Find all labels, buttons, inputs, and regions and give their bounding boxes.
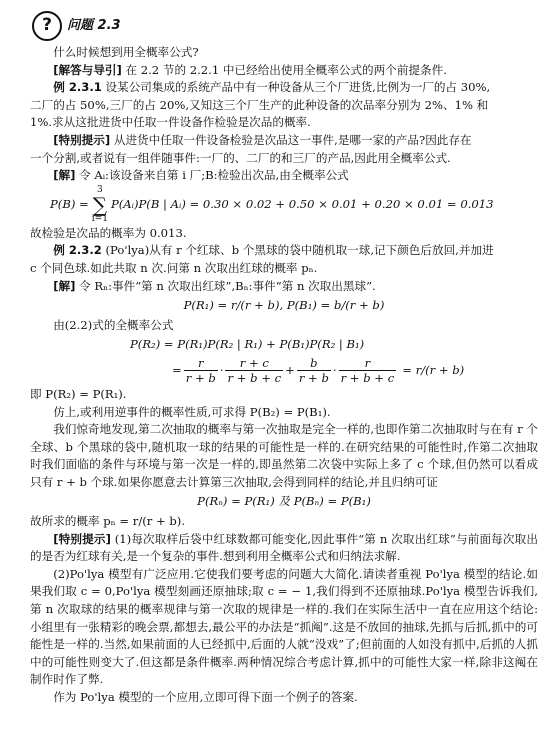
equation-total-probability [30,186,538,224]
equation-1-rhs: P(Aᵢ)P(B | Aᵢ) = 0.30 × 0.02 + 0.50 × 0.01 + 0.20 × 0.01 = 0.013 [110,196,494,211]
solution-2-line [30,278,538,296]
conclusion-2: 故所求的概率 pₙ = r/(r + b). [30,514,185,529]
solution-2-label: [解] [53,278,76,293]
question-text: 什么时候想到用全概率公式? [53,45,199,59]
summation-lower: i=1 [91,213,108,224]
fraction-4-den: r + b + c [340,370,395,385]
question-title: 问题 2.3 [67,18,121,34]
equation-2: P(R₁) = r/(r + b), P(B₁) = b/(r + b) [183,298,385,313]
tip-2-text: (1)每次取样后袋中红球数都可能变化,因此事件“第 n 次取出红球”与前面每次取出的是否为红球有关,是一个复杂的事件.想到利用全概率公式和归纳法求解. [30,531,538,564]
fraction-2-den: r + b + c [227,370,282,385]
answer-label: [解答与导引] [53,62,122,77]
example-1-line-2: 二厂的占 50%,三厂的占 20%,又知这三个厂生产的此种设备的次品率分别为 2%、1% 和 [30,97,489,112]
equation-5: P(Rₙ) = P(R₁) 及 P(Bₙ) = P(B₁) [197,494,371,509]
example-2-label: 例 2.3.2 [53,243,102,258]
tip-1-line-2: 一个分割,或者说有一组伴随事件:一厂的、二厂的和三厂的产品,因此用全概率公式. [30,150,451,165]
question-header [32,8,538,44]
fraction-2-num: r + c [225,356,283,371]
answer-paragraph [30,62,538,80]
discussion-paragraph-1: 我们惊奇地发现,第二次抽取的概率与第一次抽取是完全一样的,也即作第二次抽取时与在有 r 个全球、b 个黑球的袋中,随机取一球的结果的可能性是一样的.在研究结果的可能性时,作第二次抽取时我们面临的条件与环境与第一次是一样的,即虽然第二次袋中实际上多了 c 个球,但仍然可以看成只有 r + b 个球.如果你愿意去计算第三次抽取,会得到同样的结论,并且归纳可证 [30,422,538,489]
tip-1-label: [特别提示] [53,132,111,147]
equals-sign: = [172,362,182,377]
fraction-4 [339,356,397,385]
conclusion-1: 即 P(R₂) = P(R₁). [30,386,127,401]
answer-text: 在 2.2 节的 2.2.1 中已经给出使用全概率公式的两个前提条件. [125,62,447,77]
tip-2-paragraph [30,531,538,566]
tip-1-text-1: 从进货中任取一件设备检验是次品这一事件,是哪一家的产品?因此存在 [113,132,472,147]
question-mark-icon: ? [32,11,62,41]
example-1-label: 例 2.3.1 [53,80,102,95]
solution-1-text: 令 Aᵢ:该设备来自第 i 厂;B:检验出次品,由全概率公式 [79,168,349,183]
dot-1: · [219,362,224,377]
fraction-2 [225,356,283,385]
fraction-1-num: r [184,356,218,371]
solution-1-conclusion: 故检验是次品的概率为 0.013. [30,225,187,240]
equation-1-lhs: P(B) = [50,196,89,211]
example-2-text-1: (Po'lya)从有 r 个红球、b 个黑球的袋中随机取一球,记下颜色后放回,并加进 [105,243,494,258]
summation-symbol [92,186,108,224]
similar-text: 仿上,或利用逆事件的概率性质,可求得 P(B₂) = P(B₁). [53,404,331,419]
fraction-1-den: r + b [185,370,216,385]
dot-2: · [332,362,337,377]
plus-sign: + [285,362,295,377]
discussion-paragraph-3: 作为 Po'lya 模型的一个应用,立即可得下面一个例子的答案. [53,690,358,704]
solution-2-text: 令 Rₙ:事件“第 n 次取出红球”,Bₙ:事件“第 n 次取出黑球”. [79,278,376,293]
tip-2-label: [特别提示] [53,531,111,546]
from-formula-text: 由(2.2)式的全概率公式 [53,317,174,332]
solution-1-label: [解] [53,168,76,183]
tip-1-line-1 [30,132,538,150]
example-1-line-3: 1%.求从这批进货中任取一件设备作检验是次品的概率. [30,115,311,130]
example-1-text-1: 设某公司集成的系统产品中有一种设备从三个厂进货,比例为一厂的占 30%, [105,80,491,95]
solution-1-line [30,167,538,185]
discussion-paragraph-2: (2)Po'lya 模型有广泛应用.它使我们要考虑的问题大大简化.请读者重视 Po'lya 模型的结论.如果我们取 c = 0,Po'lya 模型刻画还原抽球;取 c = − 1,我们得到不还原抽球.Po'lya 模型告诉我们,第 n 次取球的结果的概率规律与第一次取的规律是一样的.我们在实际生活中一直在应用这个结论:小组里有一张精彩的晚会票,都想去,最公平的办法是“抓阄”.这是不放回的抽球,先抓与后抓,抓中的可能性是一样的.当然,如果前面的人已经抓中,后面的人就“没戏”了;但前面的人如没有抓中,后抓的人抓中的可能性则变大了.但这都是条件概率.两种情况综合考虑计算,抓中的可能性大家一样,除非这阄在制作时作了弊. [30,566,538,687]
fraction-4-num: r [339,356,397,371]
equation-3: P(R₂) = P(R₁)P(R₂ | R₁) + P(B₁)P(R₂ | B₁) [130,337,365,352]
fraction-3-num: b [297,356,331,371]
example-2-line-2: c 个同色球.如此共取 n 次.问第 n 次取出红球的概率 pₙ. [30,260,318,275]
fraction-3-den: r + b [298,370,329,385]
example-1-line-1 [30,79,538,97]
fraction-3 [297,356,331,385]
equation-4-result: = r/(r + b) [402,362,465,377]
sigma-glyph: ∑ [92,192,107,217]
summation-upper: 3 [96,184,103,195]
equation-4 [30,356,538,385]
fraction-1 [184,356,218,385]
example-2-line-1 [30,242,538,260]
